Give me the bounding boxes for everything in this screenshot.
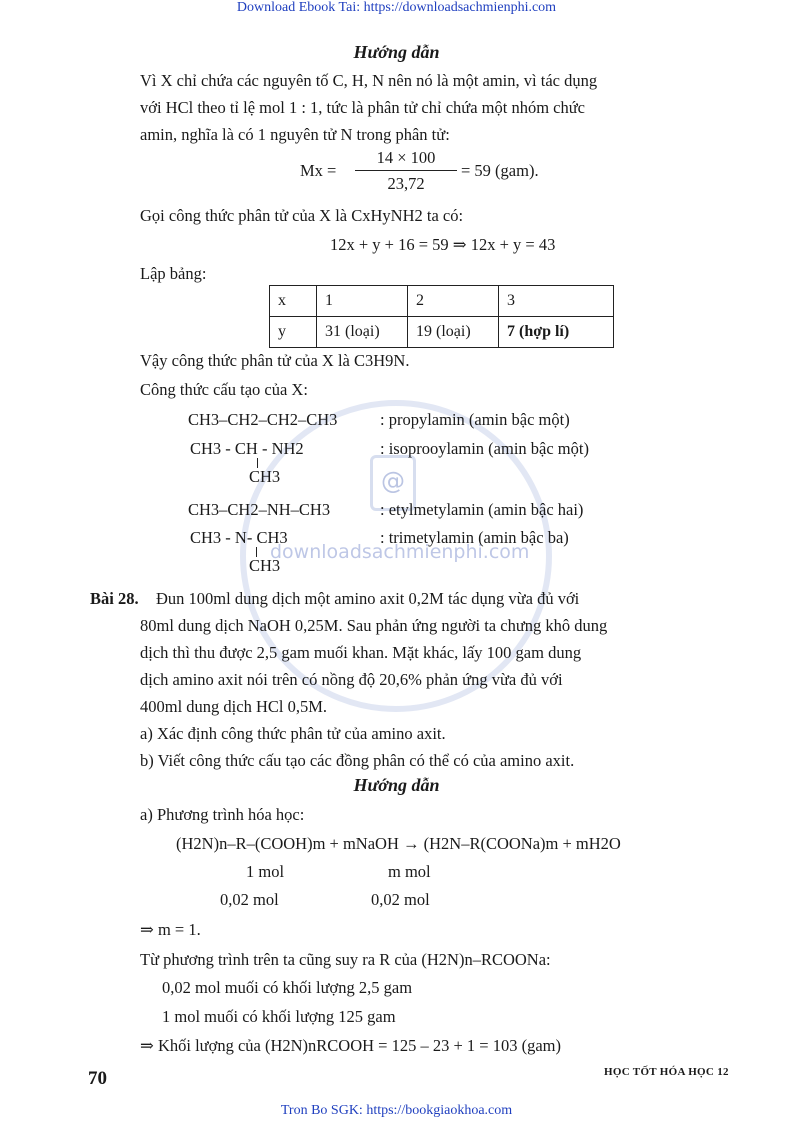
para-line: 1 mol muối có khối lượng 125 gam bbox=[162, 1007, 396, 1026]
para-line: amin, nghĩa là có 1 nguyên tử N trong phân tử: bbox=[140, 125, 450, 144]
mol-value: 1 mol bbox=[246, 862, 285, 881]
footer-sgk-link[interactable]: Tron Bo SGK: https://bookgiaokhoa.com bbox=[280, 1103, 513, 1118]
mol-value: m mol bbox=[388, 862, 431, 881]
isomer-name: : propylamin (amin bậc một) bbox=[380, 410, 570, 429]
para-line: Vậy công thức phân tử của X là C3H9N. bbox=[140, 351, 410, 370]
watermark-text: downloadsachmienphi.com bbox=[270, 541, 530, 563]
para-line: Lập bảng: bbox=[140, 264, 207, 283]
reaction-equation: (H2N)n–R–(COOH)m + mNaOH → (H2N–R(COONa)m + mH2O bbox=[176, 834, 621, 853]
mx-fraction bbox=[355, 148, 457, 194]
book-title: HỌC TỐT HÓA HỌC 12 bbox=[604, 1066, 729, 1078]
mol-value: 0,02 mol bbox=[220, 890, 279, 909]
para-line: Vì X chỉ chứa các nguyên tố C, H, N nên nó là một amin, vì tác dụng bbox=[140, 71, 598, 90]
exercise-line: 80ml dung dịch NaOH 0,25M. Sau phản ứng người ta chưng khô dung bbox=[140, 616, 608, 635]
para-line: với HCl theo tỉ lệ mol 1 : 1, tức là phân tử chỉ chứa một nhóm chức bbox=[140, 98, 586, 117]
isomer-name: : trimetylamin (amin bậc ba) bbox=[380, 528, 569, 547]
table-row bbox=[270, 286, 614, 317]
para-line: Công thức cấu tạo của X: bbox=[140, 380, 308, 399]
mx-rhs: = 59 (gam). bbox=[461, 161, 539, 180]
table-cell: 31 (loại) bbox=[317, 317, 408, 348]
para-line: ⇒ Khối lượng của (H2N)nRCOOH = 125 – 23 + 1 = 103 (gam) bbox=[140, 1036, 561, 1055]
isomer-name: : isoprooylamin (amin bậc một) bbox=[380, 439, 589, 458]
para-line: ⇒ m = 1. bbox=[140, 920, 201, 939]
exercise-line: Đun 100ml dung dịch một amino axit 0,2M tác dụng vừa đủ với bbox=[156, 589, 580, 608]
header-download-link[interactable]: Download Ebook Tai: https://downloadsachmienphi.com bbox=[236, 0, 557, 15]
isomer-formula: CH3 - N- CH3 bbox=[190, 528, 288, 547]
isomer-branch: CH3 bbox=[249, 467, 281, 486]
mol-value: 0,02 mol bbox=[371, 890, 430, 909]
watermark-at-icon: @ bbox=[370, 455, 416, 511]
table-cell: 1 bbox=[317, 286, 408, 317]
para-line: 0,02 mol muối có khối lượng 2,5 gam bbox=[162, 978, 413, 997]
table-cell: y bbox=[270, 317, 317, 348]
exercise-line: dịch thì thu được 2,5 gam muối khan. Mặt khác, lấy 100 gam dung bbox=[140, 643, 582, 662]
mx-lhs: Mx = bbox=[300, 161, 337, 180]
para-line: Từ phương trình trên ta cũng suy ra R của (H2N)n–RCOONa: bbox=[140, 950, 551, 969]
isomer-branch: CH3 bbox=[249, 556, 281, 575]
section-heading-2: Hướng dẫn bbox=[353, 775, 440, 795]
table-cell: 2 bbox=[408, 286, 499, 317]
mx-denominator: 23,72 bbox=[387, 174, 425, 193]
equation: 12x + y + 16 = 59 ⇒ 12x + y = 43 bbox=[330, 235, 556, 254]
question-b: b) Viết công thức cấu tạo các đồng phân có thể có của amino axit. bbox=[140, 751, 575, 770]
para-line: a) Phương trình hóa học: bbox=[140, 805, 305, 824]
table-cell: x bbox=[270, 286, 317, 317]
section-heading-1: Hướng dẫn bbox=[353, 42, 440, 62]
exercise-label: Bài 28. bbox=[90, 589, 139, 608]
exercise-line: 400ml dung dịch HCl 0,5M. bbox=[140, 697, 328, 716]
mx-numerator: 14 × 100 bbox=[355, 148, 457, 171]
isomer-name: : etylmetylamin (amin bậc hai) bbox=[380, 500, 584, 519]
para-line: Gọi công thức phân tử của X là CxHyNH2 ta có: bbox=[140, 206, 464, 225]
exercise-line: dịch amino axit nói trên có nồng độ 20,6% phản ứng vừa đủ với bbox=[140, 670, 563, 689]
isomer-formula: CH3 - CH - NH2 bbox=[190, 439, 304, 458]
question-a: a) Xác định công thức phân tử của amino axit. bbox=[140, 724, 446, 743]
page-number: 70 bbox=[88, 1068, 107, 1089]
isomer-formula: CH3–CH2–CH2–CH3 bbox=[188, 410, 338, 429]
table-row bbox=[270, 317, 614, 348]
table-cell: 7 (hợp lí) bbox=[499, 317, 614, 348]
isomer-formula: CH3–CH2–NH–CH3 bbox=[188, 500, 331, 519]
table-cell: 3 bbox=[499, 286, 614, 317]
value-table bbox=[269, 285, 614, 348]
table-cell: 19 (loại) bbox=[408, 317, 499, 348]
